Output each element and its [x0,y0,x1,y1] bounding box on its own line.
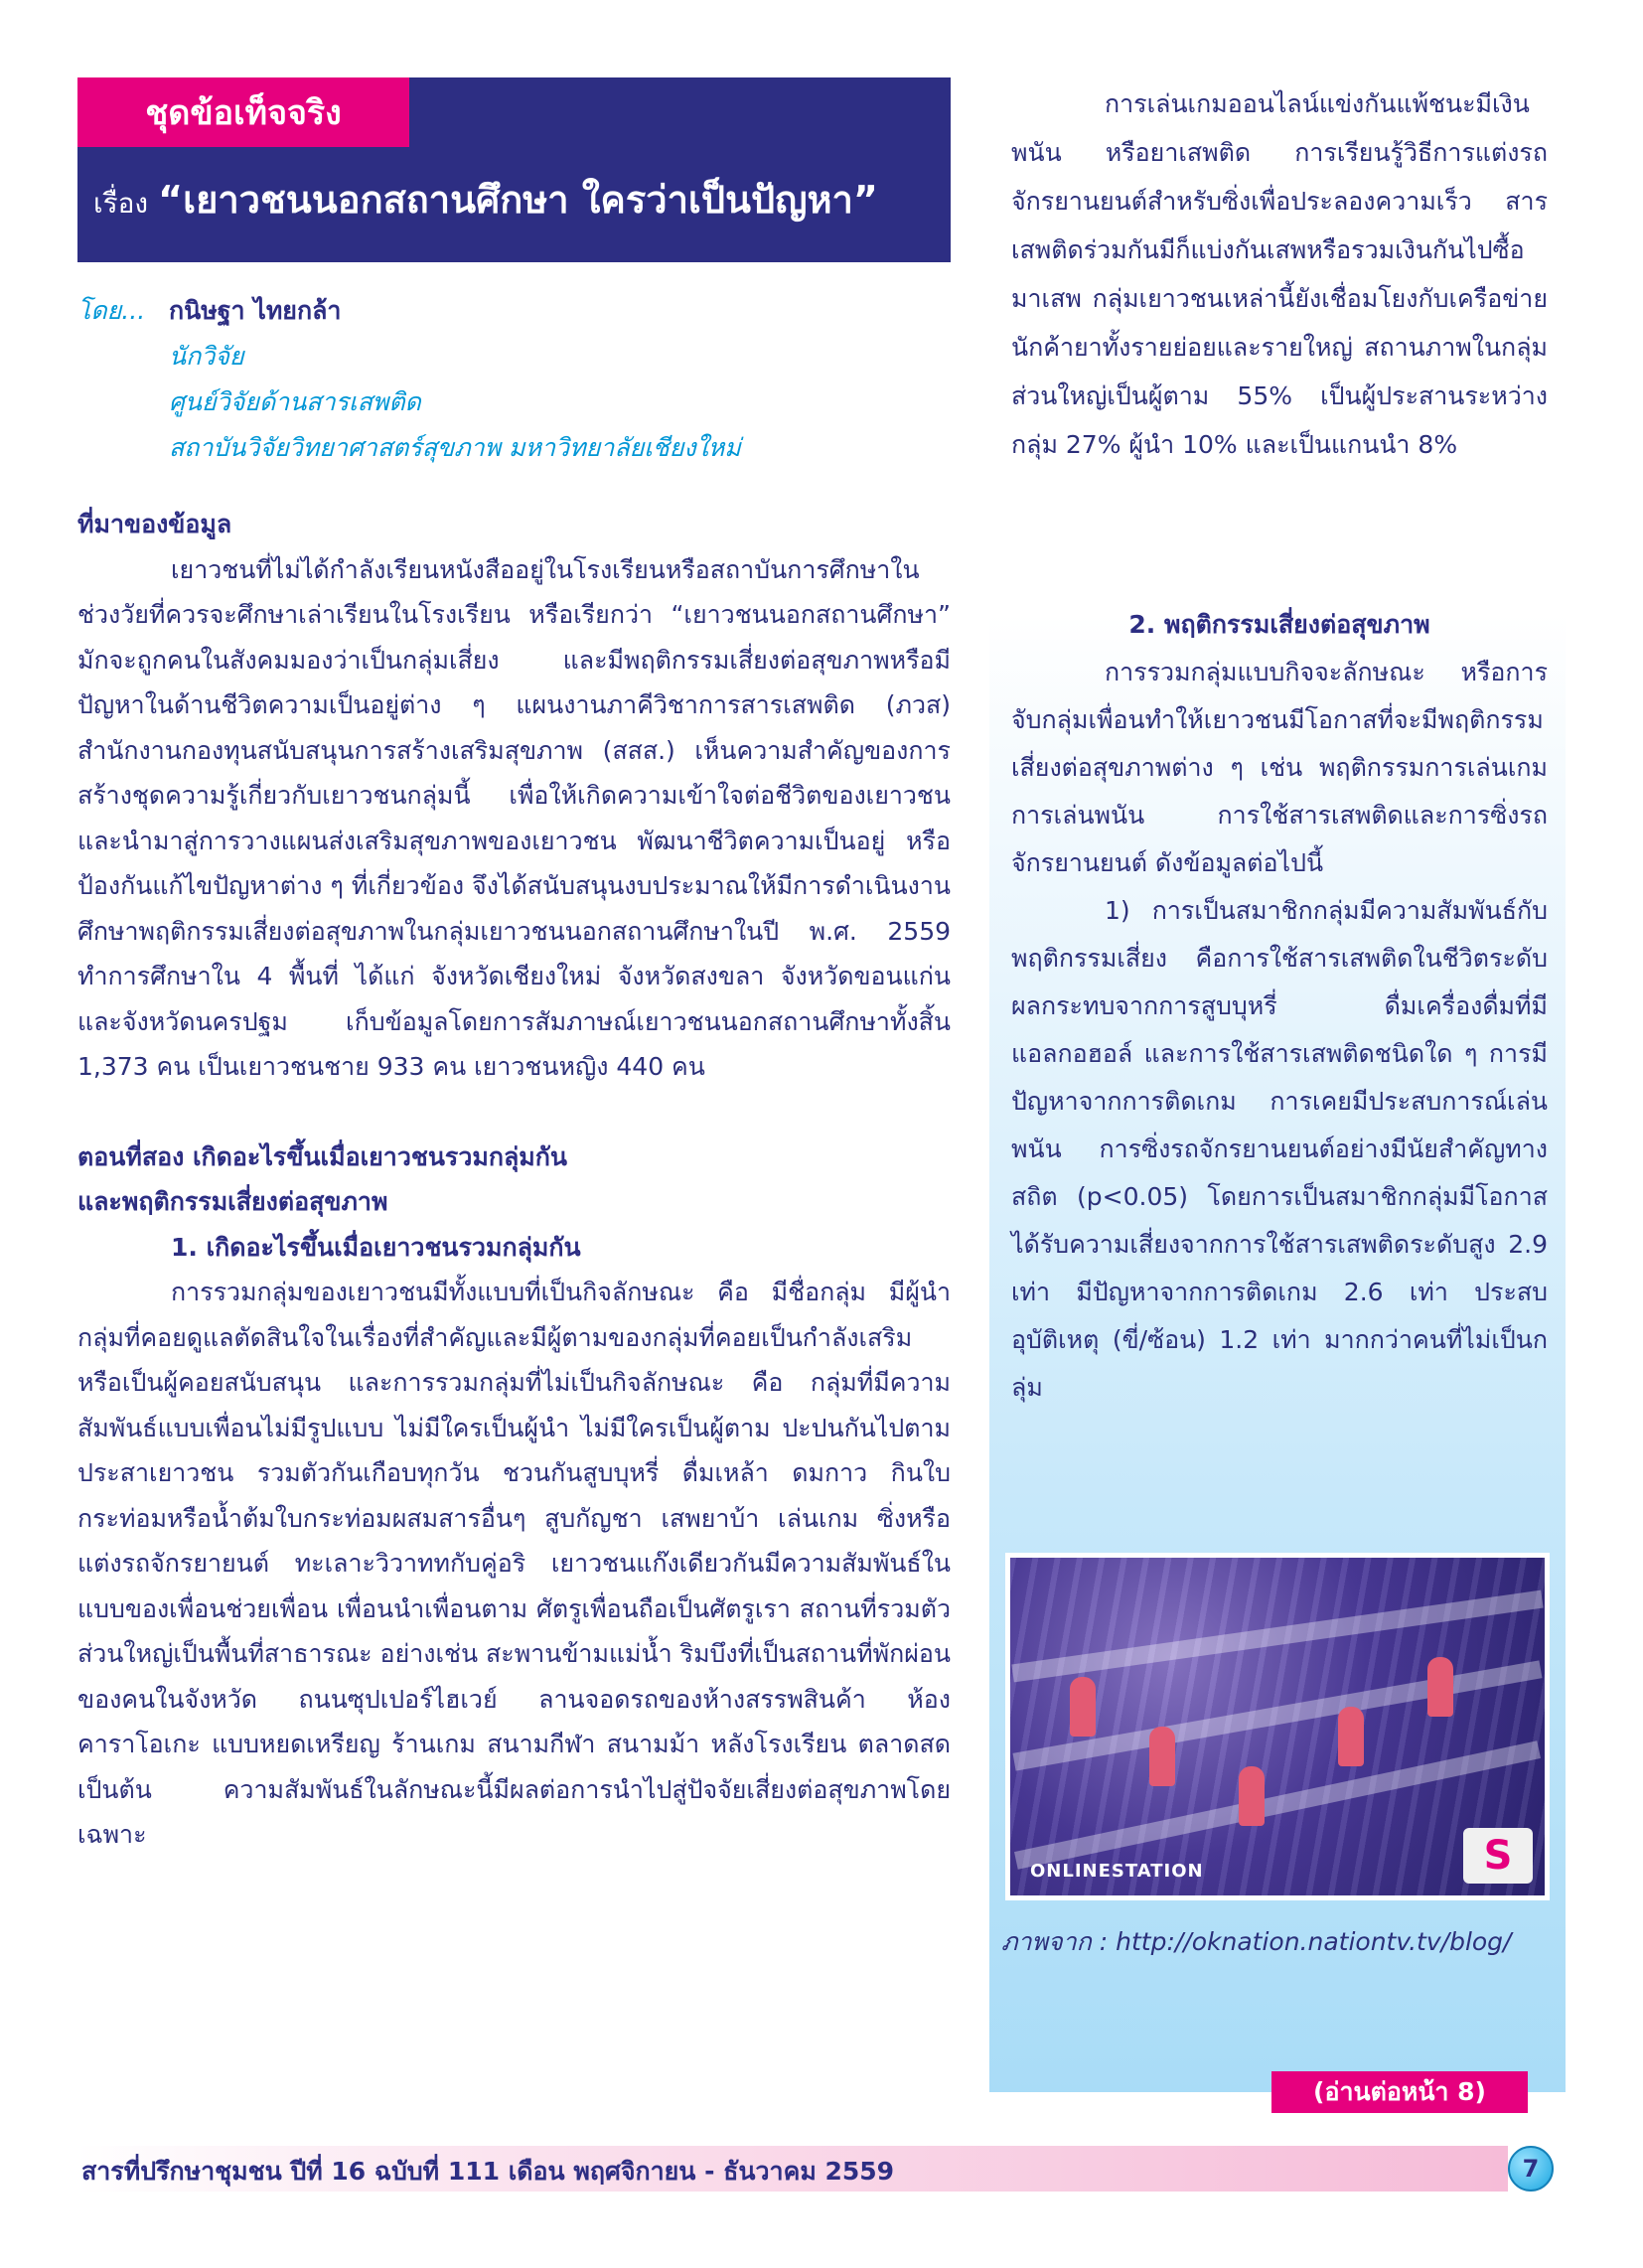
photo-logo: S [1463,1828,1533,1884]
right-top-paragraph: การเล่นเกมออนไลน์แข่งกันแพ้ชนะมีเงินพนัน หรือยาเสพติด การเรียนรู้วิธีการแต่งรถจักรยานยนต์สำหรับซิ่งเพื่อประลองความเร็ว สารเสพติดร่วมกันมีก็แบ่งกันเสพหรือรวมเงินกันไปซื้อมาเสพ กลุ่มเยาวชนเหล่านี้ยังเชื่อมโยงกับเครือข่ายนักค้ายาทั้งรายย่อยและรายใหญ่ สถานภาพในกลุ่มส่วนใหญ่เป็นผู้ตาม 55% เป็นผู้ประสานระหว่างกลุ่ม 27% ผู้นำ 10% และเป็นแกนนำ 8% [1011,89,1548,459]
author-role: นักวิจัย [169,342,244,371]
photo-brand-watermark: ONLINESTATION [1030,1861,1204,1882]
part-heading-line1: ตอนที่สอง เกิดอะไรขึ้นเมื่อเยาวชนรวมกลุ่มกัน [77,1141,568,1171]
article-title [93,169,938,229]
author-center: ศูนย์วิจัยด้านสารเสพติด [169,387,421,416]
author-institute: สถาบันวิจัยวิทยาศาสตร์สุขภาพ มหาวิทยาลัยเชียงใหม่ [169,433,741,462]
subsection-heading: 1. เกิดอะไรขึ้นเมื่อเยาวชนรวมกลุ่มกัน [171,1232,581,1262]
sidebar-paragraph-2: 1) การเป็นสมาชิกกลุ่มมีความสัมพันธ์กับพฤติกรรมเสี่ยง คือการใช้สารเสพติดในชีวิตระดับผลกระทบจากการสูบบุหรี่ ดื่มเครื่องดื่มที่มีแอลกอฮอล์ และการใช้สารเสพติดชนิดใด ๆ การมีปัญหาจากการติดเกม การเคยมีประสบการณ์เล่นพนัน การซิ่งรถจักรยานยนต์อย่างมีนัยสำคัญทางสถิต (p<0.05) โดยการเป็นสมาชิกกลุ่มมีโอกาสได้รับความเสี่ยงจากการใช้สารเสพติดระดับสูง 2.9 เท่า มีปัญหาจากการติดเกม 2.6 เท่า ประสบอุบัติเหตุ (ขี่/ซ้อน) 1.2 เท่า มากกว่าคนที่ไม่เป็นกลุ่ม [1011,896,1548,1402]
author-name: กนิษฐา ไทยกล้า [169,296,342,325]
byline [77,288,741,471]
title-prefix: เรื่อง [93,187,149,220]
footer-publication: สารที่ปรึกษาชุมชน ปีที่ 16 ฉบับที่ 111 เดือน พฤศจิกายน - ธันวาคม 2559 [81,2157,895,2186]
group-paragraph: การรวมกลุ่มของเยาวชนมีทั้งแบบที่เป็นกิจลักษณะ คือ มีชื่อกลุ่ม มีผู้นำกลุ่มที่คอยดูแลตัดสินใจในเรื่องที่สำคัญและมีผู้ตามของกลุ่มที่คอยเป็นกำลังเสริมหรือเป็นผู้คอยสนับสนุน และการรวมกลุ่มที่ไม่เป็นกิจลักษณะ คือ กลุ่มที่มีความสัมพันธ์แบบเพื่อนไม่มีรูปแบบ ไม่มีใครเป็นผู้นำ ไม่มีใครเป็นผู้ตาม ปะปนกันไปตามประสาเยาวชน รวมตัวกันเกือบทุกวัน ชวนกันสูบบุหรี่ ดื่มเหล้า ดมกาว กินใบกระท่อมหรือน้ำต้มใบกระท่อมผสมสารอื่นๆ สูบกัญชา เสพยาบ้า เล่นเกม ซิ่งหรือแต่งรถจักรยายนต์ ทะเลาะวิวาททกับคู่อริ เยาวชนแก๊งเดียวกันมีความสัมพันธ์ในแบบของเพื่อนช่วยเพื่อน เพื่อนนำเพื่อนตาม ศัตรูเพื่อนถือเป็นศัตรูเรา สถานที่รวมตัวส่วนใหญ่เป็นพื้นที่สาธารณะ อย่างเช่น สะพานข้ามแม่น้ำ ริมบึงที่เป็นสถานที่พักผ่อนของคนในจังหวัด ถนนซุปเปอร์ไฮเวย์ ลานจอดรถของห้างสรรพสินค้า ห้องคาราโอเกะ แบบหยดเหรียญ ร้านเกม สนามกีฬา สนามม้า หลังโรงเรียน ตลาดสด เป็นต้น ความสัมพันธ์ในลักษณะนี้มีผลต่อการนำไปสู่ปัจจัยเสี่ยงต่อสุขภาพโดยเฉพาะ [77,1278,951,1849]
source-paragraph: เยาวชนที่ไม่ได้กำลังเรียนหนังสืออยู่ในโรงเรียนหรือสถาบันการศึกษาในช่วงวัยที่ควรจะศึกษาเล่าเรียนในโรงเรียน หรือเรียกว่า “เยาวชนนอกสถานศึกษา” มักจะถูกคนในสังคมมองว่าเป็นกลุ่มเสี่ยง และมีพฤติกรรมเสี่ยงต่อสุขภาพหรือมีปัญหาในด้านชีวิตความเป็นอยู่ต่าง ๆ แผนงานภาคีวิชาการสารเสพติด (ภวส) สำนักงานกองทุนสนับสนุนการสร้างเสริมสุขภาพ (สสส.) เห็นความสำคัญของการสร้างชุดความรู้เกี่ยวกับเยาวชนกลุ่มนี้ เพื่อให้เกิดความเข้าใจต่อชีวิตของเยาวชน และนำมาสู่การวางแผนส่งเสริมสุขภาพของเยาวชน พัฒนาชีวิตความเป็นอยู่ หรือป้องกันแก้ไขปัญหาต่าง ๆ ที่เกี่ยวข้อง จึงได้สนับสนุนงบประมาณให้มีการดำเนินงานศึกษาพฤติกรรมเสี่ยงต่อสุขภาพในกลุ่มเยาวชนนอกสถานศึกษาในปี พ.ศ. 2559 ทำการศึกษาใน 4 พื้นที่ ได้แก่ จังหวัดเชียงใหม่ จังหวัดสงขลา จังหวัดขอนแก่น และจังหวัดนครปฐม เก็บข้อมูลโดยการสัมภาษณ์เยาวชนนอกสถานศึกษาทั้งสิ้น 1,373 คน เป็นเยาวชนชาย 933 คน เยาวชนหญิง 440 คน [77,554,951,1081]
left-column [77,502,951,1858]
photo-caption: ภาพจาก : http://oknation.nationtv.tv/blog/ [1001,1927,1512,1956]
internet-cafe-photo [1005,1553,1550,1900]
byline-label: โดย... [77,296,146,325]
title-text: “เยาวชนนอกสถานศึกษา ใครว่าเป็นปัญหา” [158,178,878,222]
page-number: 7 [1508,2146,1554,2192]
sidebar-paragraph-1: การรวมกลุ่มแบบกิจจะลักษณะ หรือการจับกลุ่มเพื่อนทำให้เยาวชนมีโอกาสที่จะมีพฤติกรรมเสี่ยงต่อสุขภาพต่าง ๆ เช่น พฤติกรรมการเล่นเกม การเล่นพนัน การใช้สารเสพติดและการซิ่งรถจักรยานยนต์ ดังข้อมูลต่อไปนี้ [1011,658,1548,877]
continue-page-label: (อ่านต่อหน้า 8) [1271,2071,1528,2113]
source-heading: ที่มาของข้อมูล [77,510,232,538]
part-heading-line2: และพฤติกรรมเสี่ยงต่อสุขภาพ [77,1187,388,1216]
section-tag: ชุดข้อเท็จจริง [77,77,409,147]
sidebar-heading: 2. พฤติกรรมเสี่ยงต่อสุขภาพ [1128,610,1430,639]
right-column-top [1011,79,1548,469]
sidebar-text [1011,601,1548,1412]
